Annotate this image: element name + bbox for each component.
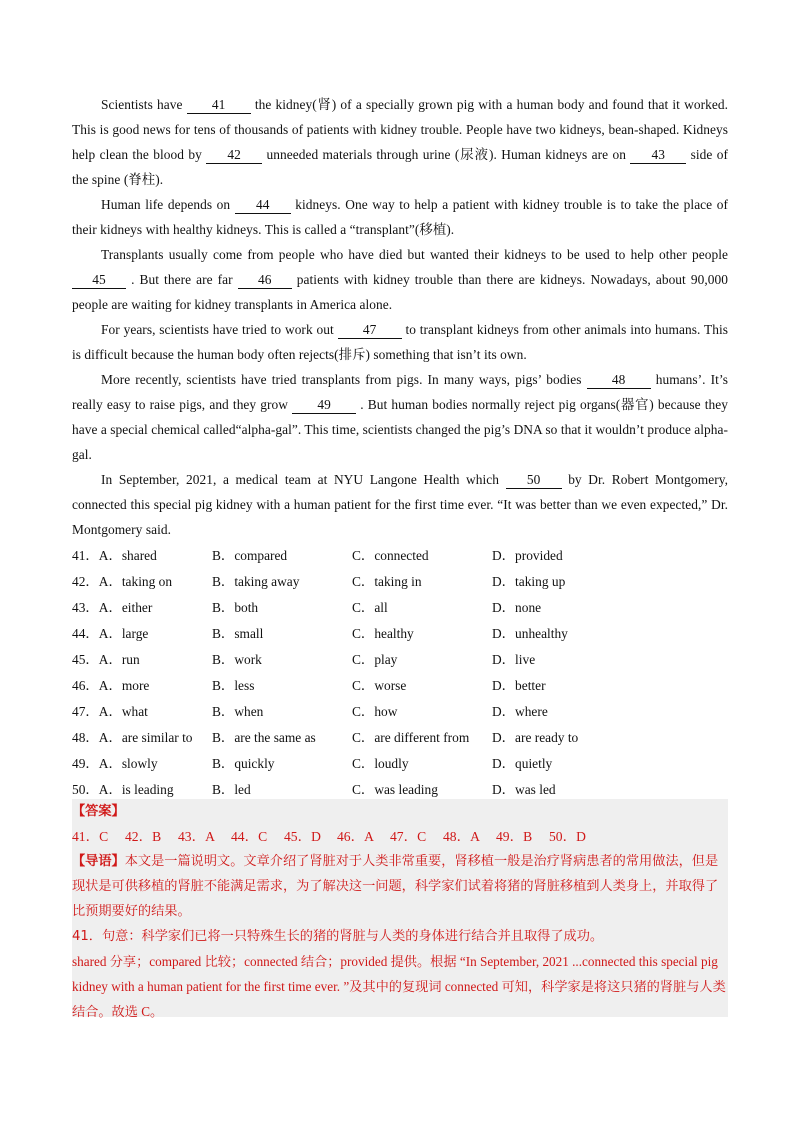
blank-50: 50 [506,471,562,489]
passage [72,92,728,803]
text: In September, 2021, a medical team at NYU Langone Health which [101,472,506,487]
guide-text: 本文是一篇说明文。文章介绍了肾脏对于人类非常重要，肾移植一般是治疗肾病患者的常用做法，但是现状是可供移植的肾脏不能满足需求，为了解决这一问题，科学家们试着将猪的肾脏移植到人类身上，并取得了比预期要好的结果。 [72,854,719,919]
answer-section [72,799,728,1017]
option-row-46 [72,673,728,699]
option-d: D．none [492,600,542,615]
answer-key: 49．B [496,829,533,844]
option-row-44 [72,621,728,647]
paragraph-3 [72,242,728,317]
blank-46: 46 [238,271,292,289]
option-b: B．both [212,600,259,615]
option-row-43 [72,595,728,621]
text: the kidney(肾) of a specially grown pig with a human body and found that it worked. This is good news for tens of thousands of patients with kidney trouble. People have two kidneys, bean-shaped. Kidneys help clean the blood by [72,97,728,162]
blank-42: 42 [206,146,262,164]
option-b: B．small [212,626,264,641]
option-c: C．play [352,652,398,667]
paragraph-4 [72,317,728,367]
text: kidneys. One way to help a patient with kidney trouble is to take the place of their kidneys with healthy kidneys. This is called a “transplant”(移植). [72,197,728,237]
text: side of the spine (脊柱). [72,147,728,187]
options-list [72,543,728,803]
option-a: 46．A．more [72,678,150,693]
text: Transplants usually come from people who have died but wanted their kidneys to be used to help other people [101,247,728,262]
option-a: 50．A．is leading [72,782,174,797]
blank-47: 47 [338,321,402,339]
answer-key: 45．D [284,829,322,844]
option-d: D．taking up [492,574,566,589]
blank-41: 41 [187,96,251,114]
option-c: C．all [352,600,388,615]
option-c: C．are different from [352,730,470,745]
text: by Dr. Robert Montgomery, connected this special pig kidney with a human patient for the first time ever. “It was better than we even expected,” Dr. Montgomery said. [72,472,728,537]
text: unneeded materials through urine (尿液). Human kidneys are on [266,147,631,162]
explanation-41-summary: 41．句意：科学家们已将一只特殊生长的猪的肾脏与人类的身体进行结合并且取得了成功。 [72,929,604,944]
answer-key: 47．C [390,829,427,844]
paragraph-5 [72,367,728,467]
option-c: C．taking in [352,574,422,589]
answer-key: 50．D [549,829,587,844]
option-a: 49．A．slowly [72,756,158,771]
option-d: D．better [492,678,546,693]
option-b: B．less [212,678,255,693]
text: . But human bodies normally reject pig organs(器官) because they have a special chemical called“alpha-gal”. This time, scientists changed the pig’s DNA so that it wouldn’t produce alpha-gal. [72,397,728,462]
option-b: B．compared [212,548,288,563]
option-d: D．quietly [492,756,553,771]
blank-43: 43 [630,146,686,164]
paragraph-6 [72,467,728,542]
option-d: D．where [492,704,548,719]
option-row-42 [72,569,728,595]
answer-heading: 【答案】 [72,804,125,819]
option-c: C．loudly [352,756,409,771]
blank-44: 44 [235,196,291,214]
paragraph-1 [72,92,728,192]
option-b: B．taking away [212,574,300,589]
option-row-49 [72,751,728,777]
option-d: D．provided [492,548,563,563]
option-row-47 [72,699,728,725]
option-c: C．healthy [352,626,414,641]
option-row-48 [72,725,728,751]
text: More recently, scientists have tried transplants from pigs. In many ways, pigs’ bodies [101,372,587,387]
option-b: B．when [212,704,264,719]
paragraph-2 [72,192,728,242]
text: For years, scientists have tried to work out [101,322,338,337]
text: humans’. It’s really easy to raise pigs, and they grow [72,372,728,412]
option-b: B．work [212,652,262,667]
option-a: 47．A．what [72,704,148,719]
answer-keys [72,824,728,849]
option-c: C．worse [352,678,407,693]
text: to transplant kidneys from other animals into humans. This is difficult because the human body often rejects(排斥) something that isn’t its own. [72,322,728,362]
option-d: D．are ready to [492,730,579,745]
blank-48: 48 [587,371,651,389]
answer-key: 43．A [178,829,216,844]
text: . But there are far [131,272,238,287]
option-d: D．was led [492,782,556,797]
option-b: B．quickly [212,756,275,771]
answer-key: 41．C [72,829,109,844]
option-a: 44．A．large [72,626,149,641]
answer-key: 44．C [231,829,268,844]
answer-key: 42．B [125,829,162,844]
option-a: 41．A．shared [72,548,157,563]
guide-heading: 【导语】 [72,854,125,869]
option-b: B．are the same as [212,730,316,745]
option-b: B．led [212,782,251,797]
option-a: 45．A．run [72,652,140,667]
option-c: C．was leading [352,782,438,797]
text: Human life depends on [101,197,235,212]
option-d: D．unhealthy [492,626,568,641]
option-row-41 [72,543,728,569]
answer-key: 48．A [443,829,481,844]
option-a: 43．A．either [72,600,153,615]
blank-49: 49 [292,396,356,414]
option-row-45 [72,647,728,673]
answer-key: 46．A [337,829,375,844]
option-a: 42．A．taking on [72,574,173,589]
blank-45: 45 [72,271,126,289]
text: Scientists have [101,97,187,112]
option-c: C．how [352,704,398,719]
option-a: 48．A．are similar to [72,730,193,745]
text: patients with kidney trouble than there are kidneys. Nowadays, about 90,000 people are waiting for kidney transplants in America alone. [72,272,728,312]
explanation-41-detail: shared 分享；compared 比较；connected 结合；provided 提供。根据 “In September, 2021 ...connected this special pig kidney with a human patient for the first time ever. ”及其中的复现词 connected 可知，科学家是将这只猪的肾脏与人类结合。故选 C。 [72,954,726,1019]
option-d: D．live [492,652,536,667]
guide-paragraph [72,849,728,924]
option-c: C．connected [352,548,429,563]
